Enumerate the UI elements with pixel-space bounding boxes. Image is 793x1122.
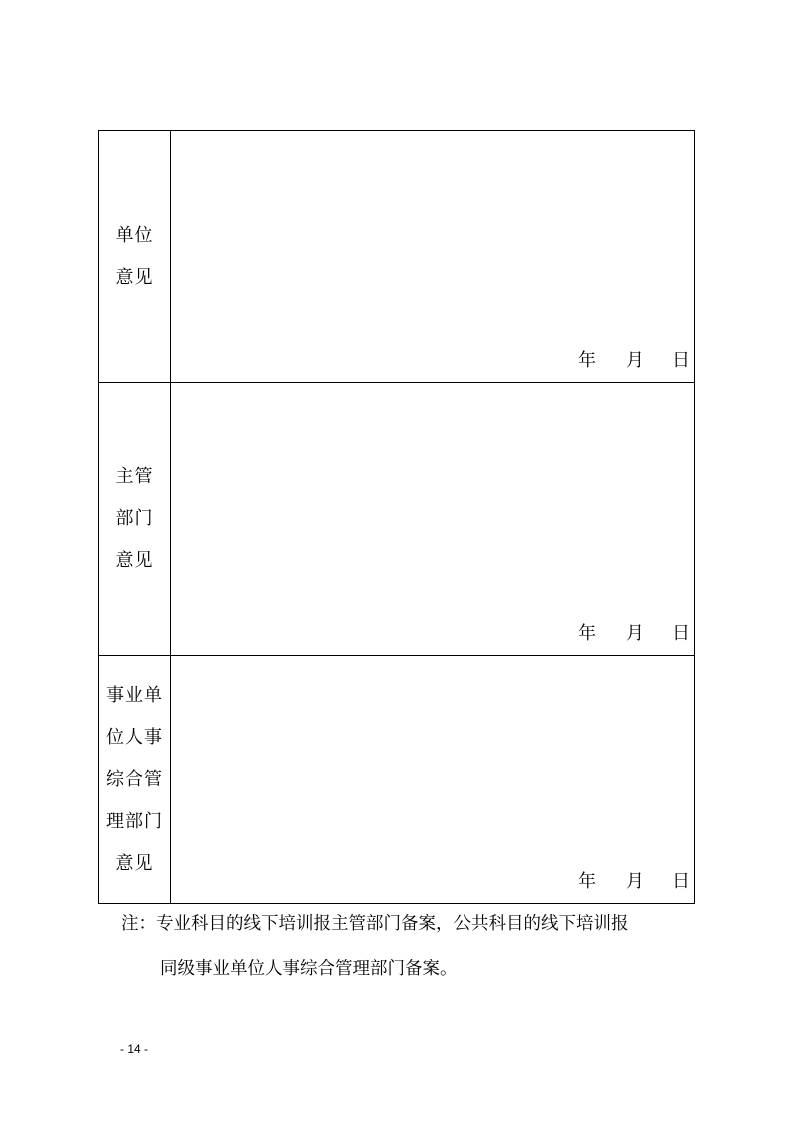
label-line: 综合管 — [106, 768, 163, 790]
supervisor-opinion-row — [99, 382, 694, 655]
date-year-label: 年 — [578, 623, 596, 644]
page-number: - 14 - — [120, 1042, 149, 1056]
hr-dept-opinion-label-cell — [99, 656, 171, 903]
footnote-line-2: 同级事业单位人事综合管理部门备案。 — [160, 959, 458, 979]
supervisor-opinion-date — [578, 619, 690, 645]
unit-opinion-date — [578, 346, 690, 372]
label-line: 位人事 — [106, 726, 163, 748]
label-line: 意见 — [115, 852, 154, 874]
hr-dept-opinion-content[interactable] — [171, 656, 694, 903]
footnote-line-1: 注：专业科目的线下培训报主管部门备案，公共科目的线下培训报 — [121, 914, 629, 934]
unit-opinion-content[interactable] — [171, 131, 694, 382]
hr-dept-opinion-date — [578, 867, 690, 893]
date-day-label: 日 — [672, 623, 690, 644]
date-month-label: 月 — [626, 871, 644, 892]
supervisor-opinion-label-cell — [99, 383, 171, 655]
unit-opinion-label-cell — [99, 131, 171, 382]
label-line: 单位 — [115, 224, 154, 246]
date-year-label: 年 — [578, 871, 596, 892]
label-line: 主管 — [115, 466, 154, 487]
hr-dept-opinion-label — [105, 675, 165, 885]
unit-opinion-label — [105, 215, 165, 299]
label-line: 意见 — [115, 266, 154, 288]
date-year-label: 年 — [578, 350, 596, 371]
supervisor-opinion-label — [105, 456, 165, 582]
label-line: 意见 — [115, 550, 154, 571]
supervisor-opinion-content[interactable] — [171, 383, 694, 655]
opinion-form-table — [98, 130, 695, 904]
hr-dept-opinion-row — [99, 655, 694, 903]
date-month-label: 月 — [626, 350, 644, 371]
label-line: 事业单 — [106, 684, 163, 706]
date-day-label: 日 — [672, 871, 690, 892]
date-month-label: 月 — [626, 623, 644, 644]
unit-opinion-row — [99, 131, 694, 382]
label-line: 部门 — [115, 508, 154, 529]
date-day-label: 日 — [672, 350, 690, 371]
label-line: 理部门 — [106, 810, 163, 832]
